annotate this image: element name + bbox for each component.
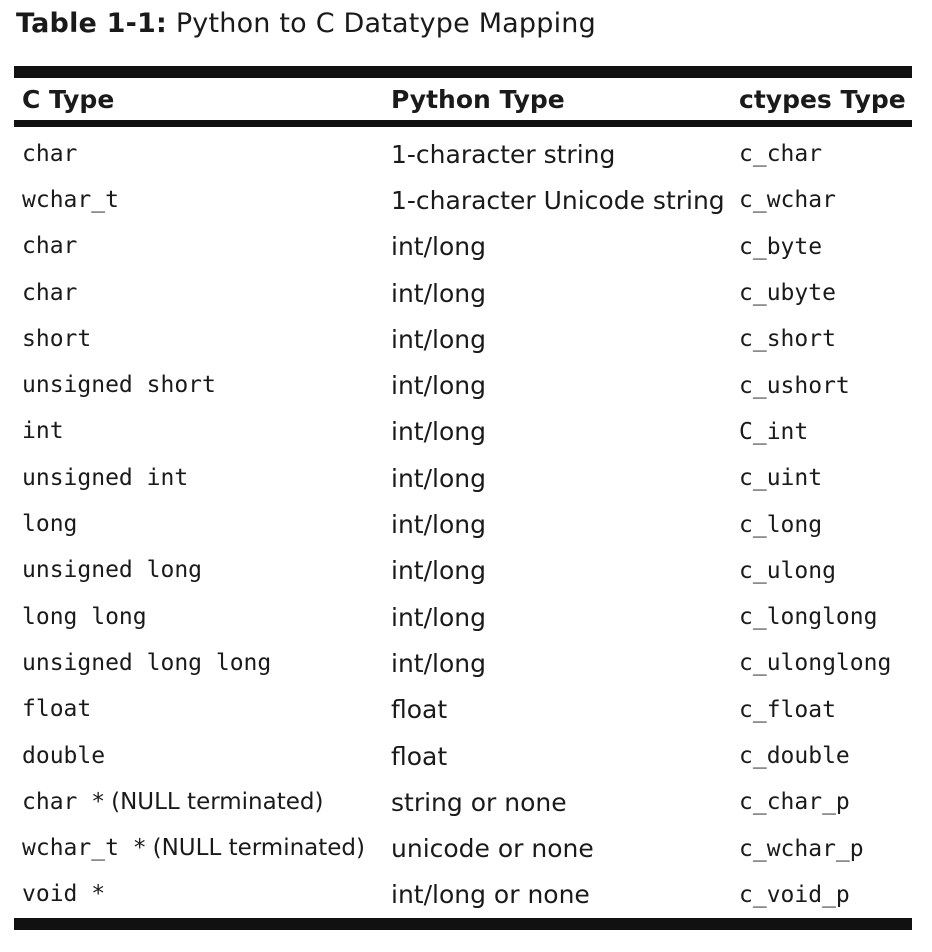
table-row [14,548,912,594]
cell-c-type [14,825,383,871]
cell-c-type [14,177,383,223]
c-type-text: char [22,279,78,306]
bottom-rule [14,918,912,930]
c-type-text: wchar_t * [22,835,147,862]
cell-ctypes-type: c_uint [739,465,823,492]
c-type-text: unsigned int [22,464,189,491]
header-c-type: C Type [22,84,115,114]
table-row [14,224,912,270]
c-type-text: short [22,325,92,352]
table-row [14,177,912,223]
table-row [14,316,912,362]
table-row [14,270,912,316]
c-type-text: int [22,418,64,445]
cell-python-type: int/long [391,556,486,586]
cell-python-type: int/long [391,648,486,678]
table-row [14,409,912,455]
cell-ctypes-type: c_ulong [739,557,836,584]
top-rule [14,66,912,78]
table-row [14,594,912,640]
table-row [14,687,912,733]
c-type-text: long long [22,603,147,630]
table-row [14,872,912,918]
datatype-table [14,78,912,120]
cell-ctypes-type: c_ulonglong [739,650,892,677]
cell-python-type: float [391,741,448,771]
cell-c-type [14,872,383,918]
cell-ctypes-type: c_ubyte [739,280,836,307]
datatype-table-body [14,127,912,918]
cell-c-type [14,127,383,177]
cell-ctypes-type: c_long [739,511,823,538]
cell-c-type [14,362,383,408]
c-type-text: unsigned long long [22,649,272,676]
table-row [14,455,912,501]
datatype-table-container [14,66,912,930]
c-type-note: (NULL terminated) [152,835,366,862]
cell-ctypes-type: C_int [739,418,809,445]
cell-python-type: int/long [391,324,486,354]
cell-python-type: int/long [391,278,486,308]
cell-python-type: unicode or none [391,834,594,864]
cell-ctypes-type: c_short [739,326,836,353]
cell-python-type: int/long [391,510,486,540]
cell-c-type [14,733,383,779]
cell-ctypes-type: c_float [739,696,836,723]
header-python-type: Python Type [391,84,565,114]
cell-python-type: 1-character string [391,139,616,169]
c-type-text: unsigned short [22,372,216,399]
cell-c-type [14,640,383,686]
cell-python-type: int/long [391,602,486,632]
table-row [14,733,912,779]
cell-c-type [14,224,383,270]
cell-ctypes-type: c_void_p [739,881,850,908]
cell-ctypes-type: c_char_p [739,789,850,816]
c-type-text: unsigned long [22,557,203,584]
c-type-text: char * [22,788,106,815]
cell-python-type: int/long [391,417,486,447]
c-type-text: char [22,233,78,260]
cell-python-type: int/long [391,463,486,493]
cell-c-type [14,594,383,640]
cell-c-type [14,270,383,316]
cell-python-type: 1-character Unicode string [391,185,725,215]
cell-c-type [14,455,383,501]
cell-ctypes-type: c_char [739,141,823,168]
cell-c-type [14,779,383,825]
c-type-text: double [22,742,106,769]
cell-c-type [14,501,383,547]
header-ctypes-type: ctypes Type [739,84,906,114]
cell-ctypes-type: c_ushort [739,372,850,399]
c-type-text: char [22,140,78,167]
cell-ctypes-type: c_wchar_p [739,835,864,862]
table-caption [16,4,596,44]
cell-c-type [14,687,383,733]
c-type-text: float [22,696,92,723]
cell-ctypes-type: c_byte [739,233,823,260]
cell-python-type: int/long or none [391,880,590,910]
cell-ctypes-type: c_double [739,743,850,769]
cell-c-type [14,316,383,362]
table-row [14,640,912,686]
c-type-text: wchar_t [22,186,119,213]
caption-label: Table 1-1: [16,8,168,39]
table-row [14,501,912,547]
cell-python-type: int/long [391,232,486,262]
cell-python-type: int/long [391,371,486,401]
table-row [14,362,912,408]
cell-ctypes-type: c_longlong [739,604,878,631]
cell-c-type [14,548,383,594]
table-row [14,779,912,825]
c-type-note: (NULL terminated) [111,788,324,815]
cell-python-type: string or none [391,787,567,817]
cell-ctypes-type: c_wchar [739,187,836,214]
table-row [14,127,912,177]
caption-title: Python to C Datatype Mapping [175,8,596,39]
c-type-text: void * [22,881,106,908]
header-rule [14,120,912,127]
table-row [14,825,912,871]
header-row [14,78,912,120]
cell-python-type: float [391,695,448,725]
cell-c-type [14,409,383,455]
c-type-text: long [22,511,78,538]
